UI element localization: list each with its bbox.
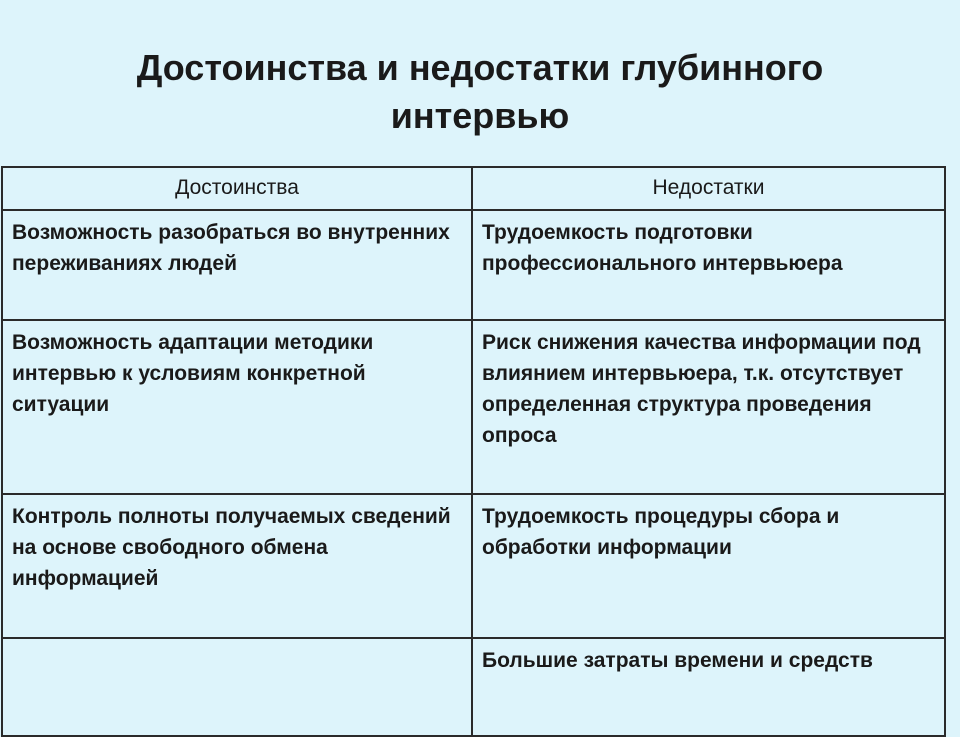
disadvantage-cell: Большие затраты времени и средств xyxy=(472,638,945,736)
advantage-cell-empty xyxy=(2,638,472,736)
table-row xyxy=(2,210,945,320)
table-row xyxy=(2,320,945,494)
advantage-cell: Контроль полноты получаемых сведений на основе свободного обмена информацией xyxy=(2,494,472,638)
disadvantage-cell: Трудоемкость процедуры сбора и обработки информации xyxy=(472,494,945,638)
disadvantage-cell: Риск снижения качества информации под влиянием интервьюера, т.к. отсутствует определенная структура проведения опроса xyxy=(472,320,945,494)
header-disadvantages: Недостатки xyxy=(472,167,945,210)
comparison-table xyxy=(1,166,946,737)
table-row xyxy=(2,638,945,736)
header-advantages: Достоинства xyxy=(2,167,472,210)
slide-title-line-2: интервью xyxy=(390,95,570,136)
table-row xyxy=(2,494,945,638)
disadvantage-cell: Трудоемкость подготовки профессионального интервьюера xyxy=(472,210,945,320)
slide-title xyxy=(40,44,920,140)
table-header-row xyxy=(2,167,945,210)
advantage-cell: Возможность адаптации методики интервью к условиям конкретной ситуации xyxy=(2,320,472,494)
slide-title-line-1: Достоинства и недостатки глубинного xyxy=(136,47,824,88)
advantage-cell: Возможность разобраться во внутренних переживаниях людей xyxy=(2,210,472,320)
